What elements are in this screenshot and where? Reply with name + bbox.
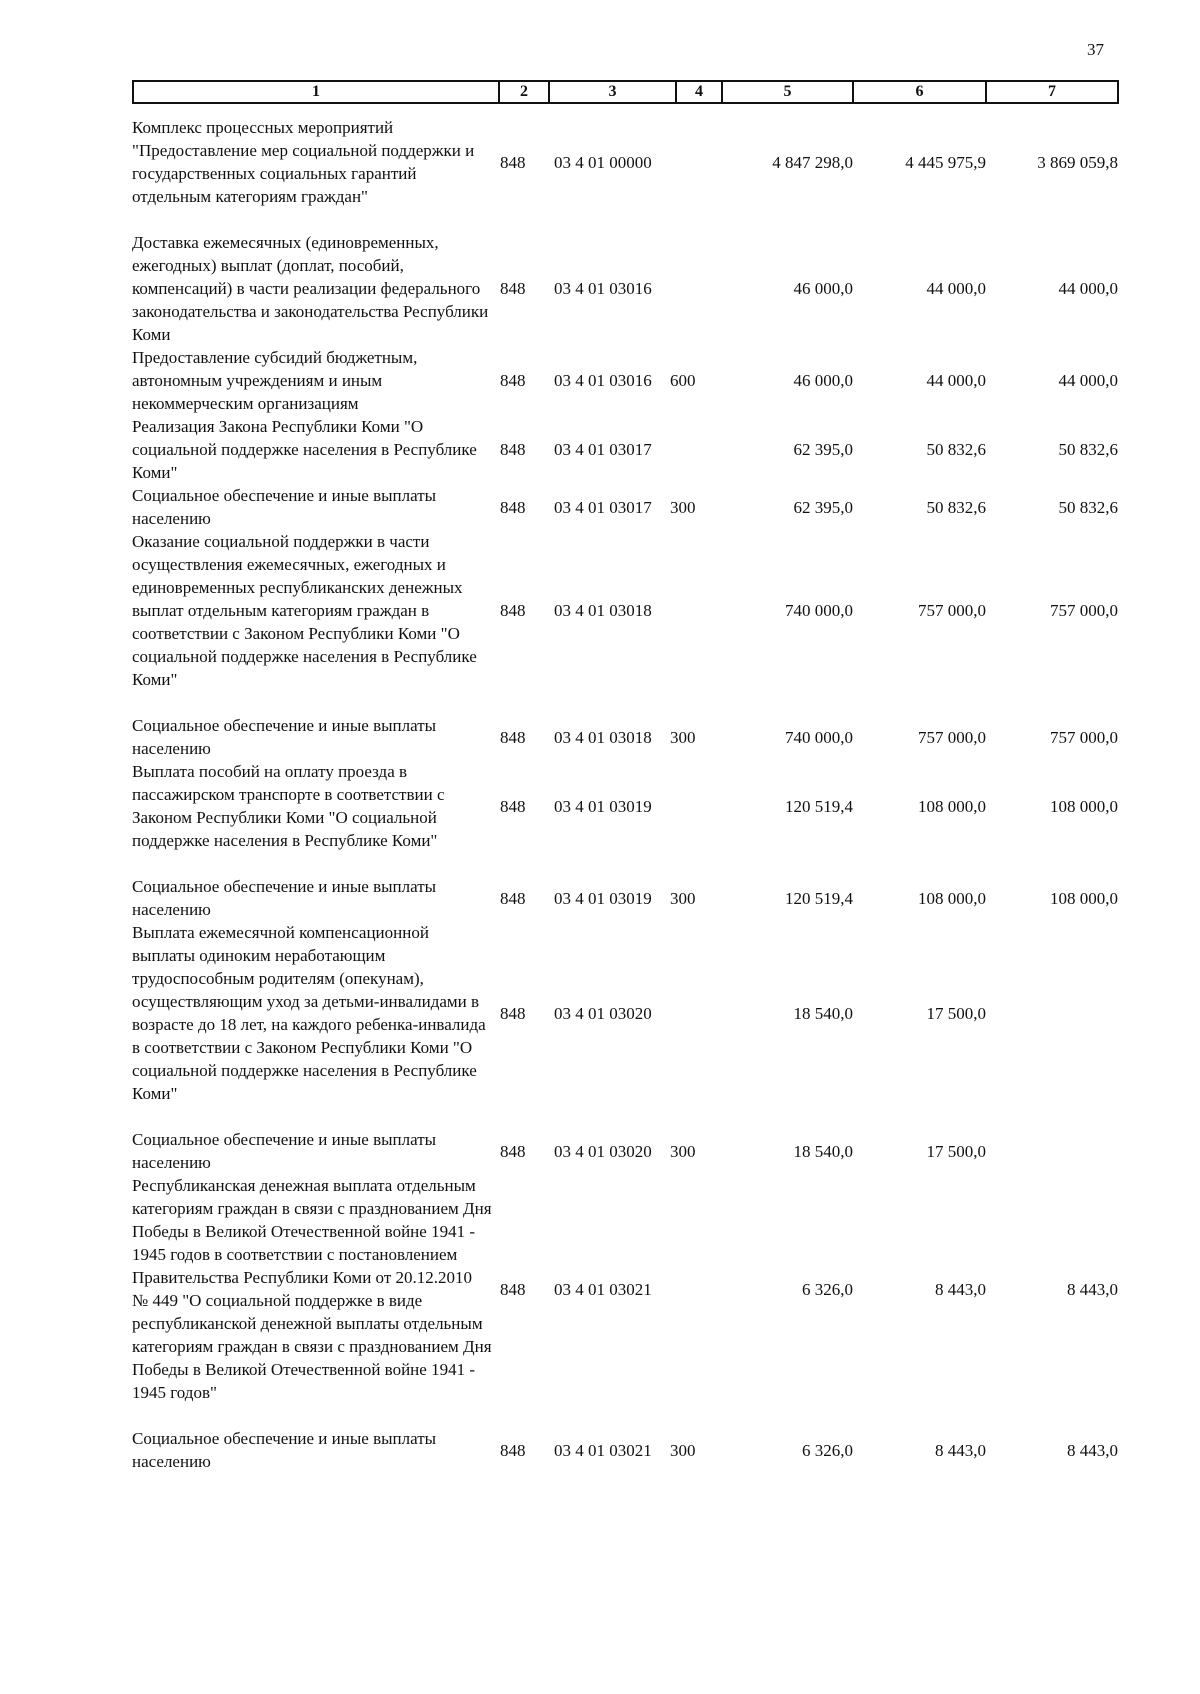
row-value-5: 120 519,4: [785, 796, 853, 816]
table-row: [132, 1128, 1122, 1174]
row-value-6: 44 000,0: [926, 279, 986, 298]
row-value-6: 8 443,0: [935, 1440, 986, 1460]
row-name: Реализация Закона Республики Коми "О социальной поддержке населения в Республике Коми": [132, 417, 477, 482]
row-csr-code: 03 4 01 03020: [554, 1141, 652, 1161]
row-value-7: 50 832,6: [1058, 440, 1118, 459]
row-csr-code: 03 4 01 03021: [554, 1279, 652, 1299]
column-header-1: 1: [133, 81, 499, 103]
page-number: 37: [1087, 40, 1104, 59]
row-value-6: 50 832,6: [926, 497, 986, 517]
table-row: [132, 1174, 1122, 1404]
row-gr-code: 848: [500, 1003, 526, 1023]
row-value-5: 18 540,0: [793, 1003, 853, 1023]
row-vr-code: 300: [670, 497, 696, 517]
row-gr-code: 848: [500, 1141, 526, 1161]
row-value-6: 108 000,0: [918, 888, 986, 908]
row-name: Оказание социальной поддержки в части осуществления ежемесячных, ежегодных и единовременных республиканских денежных выплат отдельным категориям граждан в соответствии с Законом Республики Коми "О социальной поддержке населения в Республике Коми": [132, 532, 477, 689]
column-header-row: [133, 81, 1118, 103]
column-header-table: [132, 80, 1119, 104]
row-value-6: 8 443,0: [935, 1279, 986, 1299]
row-value-7: 3 869 059,8: [1037, 152, 1118, 172]
column-header-3: 3: [549, 81, 676, 103]
row-value-5: 6 326,0: [802, 1440, 853, 1460]
table-row: [132, 1427, 1122, 1473]
column-header-6: 6: [853, 81, 986, 103]
row-gr-code: 848: [500, 1279, 526, 1299]
row-name: Социальное обеспечение и иные выплаты населению: [132, 716, 437, 758]
row-value-7: 44 000,0: [1058, 371, 1118, 390]
row-value-5: 6 326,0: [802, 1279, 853, 1299]
row-value-6: 108 000,0: [918, 796, 986, 816]
row-gr-code: 848: [500, 279, 526, 298]
row-csr-code: 03 4 01 03018: [554, 727, 652, 747]
table-row: [132, 921, 1122, 1105]
table-row: [132, 346, 1122, 415]
table-row: [132, 415, 1122, 484]
row-value-5: 46 000,0: [793, 279, 853, 298]
row-value-5: 120 519,4: [785, 888, 853, 908]
row-gr-code: 848: [500, 152, 526, 172]
row-value-5: 740 000,0: [785, 727, 853, 747]
row-value-7: 757 000,0: [1050, 601, 1118, 620]
row-vr-code: 300: [670, 727, 696, 747]
budget-table-body: [132, 116, 1122, 1473]
row-gr-code: 848: [500, 1440, 526, 1460]
row-value-6: 44 000,0: [926, 371, 986, 390]
row-value-5: 740 000,0: [785, 601, 853, 620]
row-gr-code: 848: [500, 497, 526, 517]
row-name: Выплата пособий на оплату проезда в пассажирском транспорте в соответствии с Законом Республики Коми "О социальной поддержке населения в Республике Коми": [132, 762, 445, 850]
table-row: [132, 484, 1122, 530]
row-gr-code: 848: [500, 796, 526, 816]
row-csr-code: 03 4 01 03019: [554, 888, 652, 908]
table-row: [132, 714, 1122, 760]
row-csr-code: 03 4 01 00000: [554, 152, 652, 172]
row-gr-code: 848: [500, 440, 526, 459]
row-value-5: 62 395,0: [793, 440, 853, 459]
row-value-6: 17 500,0: [926, 1003, 986, 1023]
row-csr-code: 03 4 01 03017: [554, 440, 652, 459]
row-value-7: 44 000,0: [1058, 279, 1118, 298]
row-csr-code: 03 4 01 03020: [554, 1003, 652, 1023]
row-value-7: 108 000,0: [1050, 888, 1118, 908]
row-name: Социальное обеспечение и иные выплаты населению: [132, 1429, 437, 1471]
row-name: Доставка ежемесячных (единовременных, ежегодных) выплат (доплат, пособий, компенсаций) в части реализации федерального законодательства и законодательства Республики Коми: [132, 233, 489, 344]
row-csr-code: 03 4 01 03016: [554, 279, 652, 298]
table-row: [132, 530, 1122, 691]
row-value-5: 62 395,0: [793, 497, 853, 517]
row-value-5: 46 000,0: [793, 371, 853, 390]
row-value-7: 8 443,0: [1067, 1440, 1118, 1460]
row-value-7: 757 000,0: [1050, 727, 1118, 747]
column-header-5: 5: [722, 81, 853, 103]
row-name: Социальное обеспечение и иные выплаты населению: [132, 486, 437, 528]
row-vr-code: 600: [670, 371, 696, 390]
row-name: Выплата ежемесячной компенсационной выплаты одиноким неработающим трудоспособным родителям (опекунам), осуществляющим уход за детьми-инвалидами в возрасте до 18 лет, на каждого ребенка-инвалида в соответствии с Законом Республики Коми "О социальной поддержке населения в Республике Коми": [132, 923, 486, 1103]
row-value-7: 50 832,6: [1058, 497, 1118, 517]
row-gr-code: 848: [500, 371, 526, 390]
row-value-6: 17 500,0: [926, 1141, 986, 1161]
row-vr-code: 300: [670, 1440, 696, 1460]
column-header-7: 7: [986, 81, 1118, 103]
row-gr-code: 848: [500, 601, 526, 620]
row-csr-code: 03 4 01 03019: [554, 796, 652, 816]
row-value-6: 50 832,6: [926, 440, 986, 459]
row-csr-code: 03 4 01 03018: [554, 601, 652, 620]
row-name: Комплекс процессных мероприятий "Предоставление мер социальной поддержки и государственных социальных гарантий отдельным категориям граждан": [132, 118, 475, 206]
row-value-6: 757 000,0: [918, 727, 986, 747]
row-name: Социальное обеспечение и иные выплаты населению: [132, 1130, 437, 1172]
table-row: [132, 760, 1122, 852]
row-name: Предоставление субсидий бюджетным, автономным учреждениям и иным некоммерческим организациям: [132, 348, 418, 413]
row-gr-code: 848: [500, 888, 526, 908]
table-row: [132, 116, 1122, 208]
row-value-7: 108 000,0: [1050, 796, 1118, 816]
table-row: [132, 231, 1122, 346]
row-csr-code: 03 4 01 03021: [554, 1440, 652, 1460]
row-name: Республиканская денежная выплата отдельным категориям граждан в связи с празднованием Дня Победы в Великой Отечественной войне 1941 - 1945 годов в соответствии с постановлением Правительства Республики Коми от 20.12.2010 № 449 "О социальной поддержке в виде республиканской денежной выплаты отдельным категориям граждан в связи с празднованием Дня Победы в Великой Отечественной войне 1941 - 1945 годов": [132, 1176, 492, 1402]
row-csr-code: 03 4 01 03016: [554, 371, 652, 390]
row-value-6: 757 000,0: [918, 601, 986, 620]
row-vr-code: 300: [670, 1141, 696, 1161]
row-csr-code: 03 4 01 03017: [554, 497, 652, 517]
row-value-7: 8 443,0: [1067, 1279, 1118, 1299]
row-value-6: 4 445 975,9: [905, 152, 986, 172]
row-name: Социальное обеспечение и иные выплаты населению: [132, 877, 437, 919]
row-value-5: 18 540,0: [793, 1141, 853, 1161]
column-header-2: 2: [499, 81, 549, 103]
row-value-5: 4 847 298,0: [772, 152, 853, 172]
column-header-4: 4: [676, 81, 722, 103]
row-vr-code: 300: [670, 888, 696, 908]
row-gr-code: 848: [500, 727, 526, 747]
table-row: [132, 875, 1122, 921]
